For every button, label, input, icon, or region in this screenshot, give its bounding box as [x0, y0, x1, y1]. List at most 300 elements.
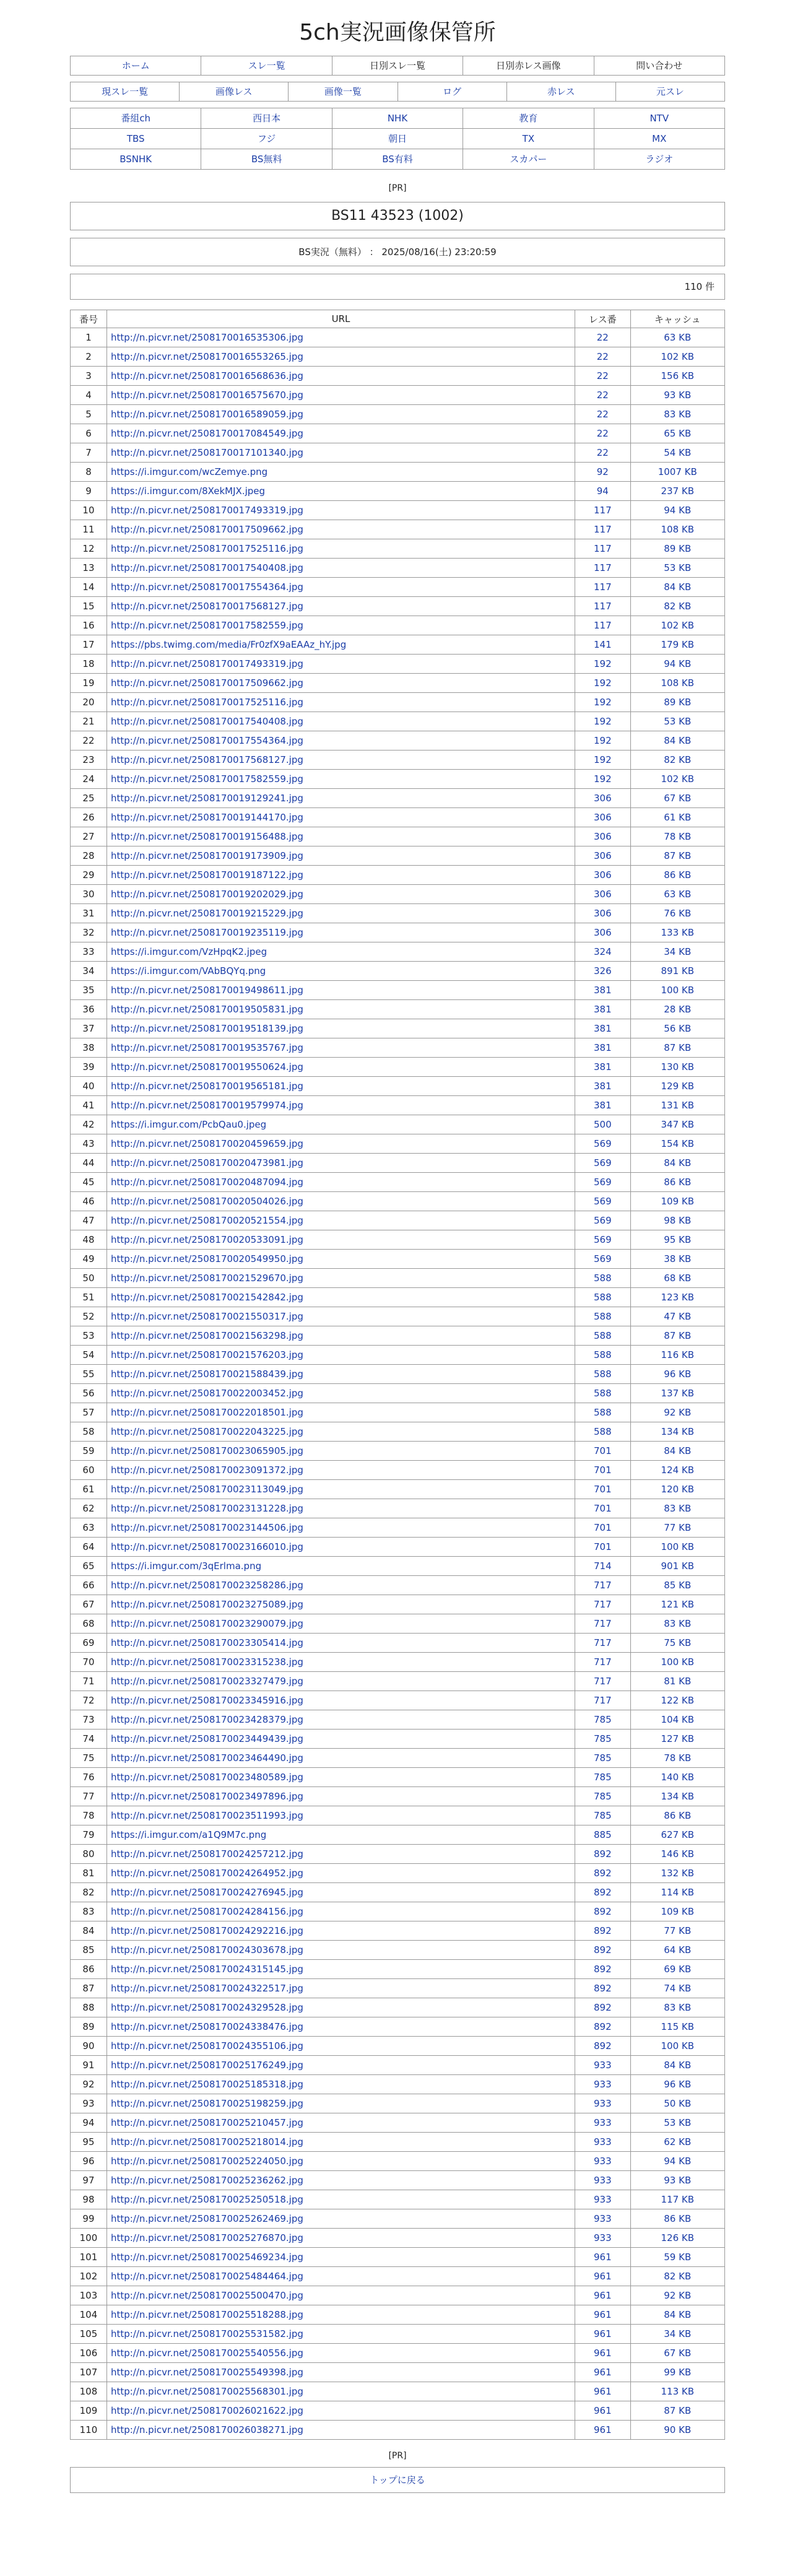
- cell-cache-link[interactable]: 84 KB: [630, 1154, 724, 1173]
- cell-cache-link[interactable]: 96 KB: [630, 1365, 724, 1384]
- cell-cache-link[interactable]: 347 KB: [630, 1115, 724, 1134]
- cell-cache-link[interactable]: 100 KB: [630, 1538, 724, 1557]
- cell-reply-link[interactable]: 717: [575, 1653, 630, 1672]
- cell-cache-link[interactable]: 53 KB: [630, 2113, 724, 2133]
- nav-item-daily-red-images[interactable]: 日別赤レス画像: [463, 56, 594, 76]
- cell-reply-link[interactable]: 717: [575, 1672, 630, 1691]
- cell-reply-link[interactable]: 588: [575, 1403, 630, 1422]
- cell-reply-link[interactable]: 717: [575, 1595, 630, 1614]
- cell-cache-link[interactable]: 56 KB: [630, 1019, 724, 1038]
- channel-link[interactable]: スカパー: [463, 149, 594, 170]
- cell-cache-link[interactable]: 90 KB: [630, 2421, 724, 2440]
- cell-reply-link[interactable]: 569: [575, 1250, 630, 1269]
- cell-cache-link[interactable]: 67 KB: [630, 789, 724, 808]
- cell-cache-link[interactable]: 901 KB: [630, 1557, 724, 1576]
- cell-url-link[interactable]: http://n.picvr.net/2508170017101340.jpg: [106, 443, 575, 463]
- cell-url-link[interactable]: http://n.picvr.net/2508170019202029.jpg: [106, 885, 575, 904]
- cell-reply-link[interactable]: 701: [575, 1518, 630, 1538]
- back-to-top-link[interactable]: トップに戻る: [70, 2467, 725, 2493]
- cell-reply-link[interactable]: 381: [575, 981, 630, 1000]
- cell-reply-link[interactable]: 892: [575, 1864, 630, 1883]
- cell-url-link[interactable]: http://n.picvr.net/2508170024322517.jpg: [106, 1979, 575, 1998]
- cell-url-link[interactable]: http://n.picvr.net/2508170022003452.jpg: [106, 1384, 575, 1403]
- cell-url-link[interactable]: https://i.imgur.com/VAbBQYq.png: [106, 962, 575, 981]
- cell-reply-link[interactable]: 306: [575, 827, 630, 846]
- channel-link[interactable]: 番組ch: [71, 108, 201, 129]
- cell-cache-link[interactable]: 134 KB: [630, 1787, 724, 1806]
- cell-cache-link[interactable]: 115 KB: [630, 2017, 724, 2037]
- cell-url-link[interactable]: http://n.picvr.net/2508170017493319.jpg: [106, 655, 575, 674]
- cell-url-link[interactable]: http://n.picvr.net/2508170023305414.jpg: [106, 1634, 575, 1653]
- cell-reply-link[interactable]: 933: [575, 2113, 630, 2133]
- cell-cache-link[interactable]: 92 KB: [630, 1403, 724, 1422]
- cell-cache-link[interactable]: 74 KB: [630, 1979, 724, 1998]
- cell-cache-link[interactable]: 154 KB: [630, 1134, 724, 1154]
- cell-url-link[interactable]: http://n.picvr.net/2508170025210457.jpg: [106, 2113, 575, 2133]
- cell-url-link[interactable]: http://n.picvr.net/2508170026021622.jpg: [106, 2401, 575, 2421]
- cell-reply-link[interactable]: 717: [575, 1576, 630, 1595]
- cell-cache-link[interactable]: 114 KB: [630, 1883, 724, 1902]
- cell-cache-link[interactable]: 93 KB: [630, 2171, 724, 2190]
- cell-url-link[interactable]: http://n.picvr.net/2508170025484464.jpg: [106, 2267, 575, 2286]
- cell-reply-link[interactable]: 117: [575, 616, 630, 635]
- cell-url-link[interactable]: http://n.picvr.net/2508170023144506.jpg: [106, 1518, 575, 1538]
- cell-reply-link[interactable]: 381: [575, 1000, 630, 1019]
- cell-url-link[interactable]: http://n.picvr.net/2508170025262469.jpg: [106, 2209, 575, 2229]
- cell-url-link[interactable]: http://n.picvr.net/2508170024284156.jpg: [106, 1902, 575, 1921]
- cell-cache-link[interactable]: 117 KB: [630, 2190, 724, 2209]
- cell-reply-link[interactable]: 588: [575, 1326, 630, 1346]
- cell-reply-link[interactable]: 933: [575, 2229, 630, 2248]
- cell-reply-link[interactable]: 892: [575, 1960, 630, 1979]
- cell-cache-link[interactable]: 104 KB: [630, 1710, 724, 1730]
- cell-url-link[interactable]: http://n.picvr.net/2508170024257212.jpg: [106, 1845, 575, 1864]
- cell-url-link[interactable]: http://n.picvr.net/2508170025469234.jpg: [106, 2248, 575, 2267]
- channel-link[interactable]: NHK: [332, 108, 463, 129]
- cell-reply-link[interactable]: 500: [575, 1115, 630, 1134]
- nav-item-image-replies[interactable]: 画像レス: [180, 82, 289, 102]
- cell-reply-link[interactable]: 961: [575, 2286, 630, 2305]
- cell-cache-link[interactable]: 94 KB: [630, 2152, 724, 2171]
- cell-url-link[interactable]: http://n.picvr.net/2508170023511993.jpg: [106, 1806, 575, 1825]
- cell-reply-link[interactable]: 22: [575, 328, 630, 347]
- cell-cache-link[interactable]: 102 KB: [630, 616, 724, 635]
- cell-url-link[interactable]: http://n.picvr.net/2508170021550317.jpg: [106, 1307, 575, 1326]
- cell-url-link[interactable]: http://n.picvr.net/2508170016553265.jpg: [106, 347, 575, 367]
- cell-cache-link[interactable]: 93 KB: [630, 386, 724, 405]
- cell-cache-link[interactable]: 61 KB: [630, 808, 724, 827]
- cell-cache-link[interactable]: 102 KB: [630, 347, 724, 367]
- cell-url-link[interactable]: http://n.picvr.net/2508170019579974.jpg: [106, 1096, 575, 1115]
- cell-cache-link[interactable]: 34 KB: [630, 2325, 724, 2344]
- cell-url-link[interactable]: http://n.picvr.net/2508170023290079.jpg: [106, 1614, 575, 1634]
- cell-reply-link[interactable]: 588: [575, 1422, 630, 1442]
- cell-url-link[interactable]: http://n.picvr.net/2508170024329528.jpg: [106, 1998, 575, 2017]
- cell-reply-link[interactable]: 22: [575, 347, 630, 367]
- nav-item-log[interactable]: ログ: [398, 82, 507, 102]
- cell-cache-link[interactable]: 86 KB: [630, 2209, 724, 2229]
- cell-reply-link[interactable]: 892: [575, 2017, 630, 2037]
- cell-url-link[interactable]: http://n.picvr.net/2508170025250518.jpg: [106, 2190, 575, 2209]
- cell-reply-link[interactable]: 892: [575, 1883, 630, 1902]
- cell-reply-link[interactable]: 714: [575, 1557, 630, 1576]
- cell-cache-link[interactable]: 87 KB: [630, 1038, 724, 1058]
- cell-reply-link[interactable]: 588: [575, 1307, 630, 1326]
- cell-reply-link[interactable]: 117: [575, 597, 630, 616]
- cell-url-link[interactable]: http://n.picvr.net/2508170026038271.jpg: [106, 2421, 575, 2440]
- channel-link[interactable]: ラジオ: [594, 149, 725, 170]
- cell-reply-link[interactable]: 192: [575, 770, 630, 789]
- cell-url-link[interactable]: https://i.imgur.com/a1Q9M7c.png: [106, 1825, 575, 1845]
- cell-url-link[interactable]: http://n.picvr.net/2508170023464490.jpg: [106, 1749, 575, 1768]
- cell-url-link[interactable]: http://n.picvr.net/2508170017509662.jpg: [106, 674, 575, 693]
- cell-url-link[interactable]: http://n.picvr.net/2508170019550624.jpg: [106, 1058, 575, 1077]
- cell-cache-link[interactable]: 87 KB: [630, 1326, 724, 1346]
- cell-url-link[interactable]: http://n.picvr.net/2508170025236262.jpg: [106, 2171, 575, 2190]
- cell-reply-link[interactable]: 306: [575, 866, 630, 885]
- cell-url-link[interactable]: http://n.picvr.net/2508170020473981.jpg: [106, 1154, 575, 1173]
- cell-cache-link[interactable]: 179 KB: [630, 635, 724, 655]
- cell-url-link[interactable]: http://n.picvr.net/2508170024303678.jpg: [106, 1941, 575, 1960]
- cell-cache-link[interactable]: 81 KB: [630, 1672, 724, 1691]
- cell-reply-link[interactable]: 961: [575, 2401, 630, 2421]
- cell-cache-link[interactable]: 78 KB: [630, 827, 724, 846]
- cell-cache-link[interactable]: 65 KB: [630, 424, 724, 443]
- cell-cache-link[interactable]: 28 KB: [630, 1000, 724, 1019]
- cell-cache-link[interactable]: 237 KB: [630, 482, 724, 501]
- cell-cache-link[interactable]: 47 KB: [630, 1307, 724, 1326]
- cell-reply-link[interactable]: 192: [575, 693, 630, 712]
- cell-cache-link[interactable]: 95 KB: [630, 1230, 724, 1250]
- cell-url-link[interactable]: http://n.picvr.net/2508170017525116.jpg: [106, 539, 575, 559]
- cell-cache-link[interactable]: 53 KB: [630, 712, 724, 731]
- cell-cache-link[interactable]: 94 KB: [630, 501, 724, 520]
- cell-reply-link[interactable]: 381: [575, 1096, 630, 1115]
- cell-reply-link[interactable]: 192: [575, 731, 630, 751]
- cell-url-link[interactable]: http://n.picvr.net/2508170020521554.jpg: [106, 1211, 575, 1230]
- cell-url-link[interactable]: http://n.picvr.net/2508170017509662.jpg: [106, 520, 575, 539]
- channel-link[interactable]: 西日本: [201, 108, 332, 129]
- cell-reply-link[interactable]: 94: [575, 482, 630, 501]
- cell-reply-link[interactable]: 326: [575, 962, 630, 981]
- cell-url-link[interactable]: http://n.picvr.net/2508170016575670.jpg: [106, 386, 575, 405]
- cell-cache-link[interactable]: 130 KB: [630, 1058, 724, 1077]
- cell-reply-link[interactable]: 306: [575, 846, 630, 866]
- cell-reply-link[interactable]: 569: [575, 1154, 630, 1173]
- cell-reply-link[interactable]: 701: [575, 1499, 630, 1518]
- cell-url-link[interactable]: http://n.picvr.net/2508170023428379.jpg: [106, 1710, 575, 1730]
- nav-item-contact[interactable]: 問い合わせ: [594, 56, 725, 76]
- cell-url-link[interactable]: http://n.picvr.net/2508170025540556.jpg: [106, 2344, 575, 2363]
- cell-cache-link[interactable]: 122 KB: [630, 1691, 724, 1710]
- cell-url-link[interactable]: http://n.picvr.net/2508170017540408.jpg: [106, 712, 575, 731]
- cell-reply-link[interactable]: 192: [575, 655, 630, 674]
- cell-reply-link[interactable]: 588: [575, 1384, 630, 1403]
- cell-reply-link[interactable]: 892: [575, 2037, 630, 2056]
- cell-reply-link[interactable]: 381: [575, 1058, 630, 1077]
- cell-cache-link[interactable]: 140 KB: [630, 1768, 724, 1787]
- cell-cache-link[interactable]: 84 KB: [630, 578, 724, 597]
- cell-url-link[interactable]: http://n.picvr.net/2508170019505831.jpg: [106, 1000, 575, 1019]
- cell-url-link[interactable]: http://n.picvr.net/2508170025176249.jpg: [106, 2056, 575, 2075]
- cell-reply-link[interactable]: 961: [575, 2267, 630, 2286]
- cell-url-link[interactable]: http://n.picvr.net/2508170019187122.jpg: [106, 866, 575, 885]
- cell-reply-link[interactable]: 961: [575, 2363, 630, 2382]
- site-title[interactable]: 5ch実況画像保管所: [299, 20, 496, 45]
- cell-reply-link[interactable]: 306: [575, 904, 630, 923]
- cell-url-link[interactable]: http://n.picvr.net/2508170021576203.jpg: [106, 1346, 575, 1365]
- cell-reply-link[interactable]: 717: [575, 1614, 630, 1634]
- cell-url-link[interactable]: https://i.imgur.com/PcbQau0.jpeg: [106, 1115, 575, 1134]
- cell-cache-link[interactable]: 137 KB: [630, 1384, 724, 1403]
- cell-cache-link[interactable]: 53 KB: [630, 559, 724, 578]
- cell-reply-link[interactable]: 785: [575, 1768, 630, 1787]
- cell-reply-link[interactable]: 117: [575, 559, 630, 578]
- cell-reply-link[interactable]: 892: [575, 1902, 630, 1921]
- cell-reply-link[interactable]: 588: [575, 1346, 630, 1365]
- cell-url-link[interactable]: http://n.picvr.net/2508170025276870.jpg: [106, 2229, 575, 2248]
- cell-reply-link[interactable]: 22: [575, 367, 630, 386]
- cell-url-link[interactable]: http://n.picvr.net/2508170020459659.jpg: [106, 1134, 575, 1154]
- cell-url-link[interactable]: http://n.picvr.net/2508170017084549.jpg: [106, 424, 575, 443]
- cell-reply-link[interactable]: 892: [575, 1845, 630, 1864]
- cell-cache-link[interactable]: 78 KB: [630, 1749, 724, 1768]
- cell-url-link[interactable]: http://n.picvr.net/2508170019144170.jpg: [106, 808, 575, 827]
- cell-cache-link[interactable]: 109 KB: [630, 1192, 724, 1211]
- cell-reply-link[interactable]: 933: [575, 2094, 630, 2113]
- cell-cache-link[interactable]: 133 KB: [630, 923, 724, 942]
- cell-url-link[interactable]: http://n.picvr.net/2508170024276945.jpg: [106, 1883, 575, 1902]
- cell-reply-link[interactable]: 701: [575, 1442, 630, 1461]
- cell-url-link[interactable]: http://n.picvr.net/2508170016535306.jpg: [106, 328, 575, 347]
- cell-reply-link[interactable]: 192: [575, 674, 630, 693]
- cell-url-link[interactable]: http://n.picvr.net/2508170023065905.jpg: [106, 1442, 575, 1461]
- cell-url-link[interactable]: http://n.picvr.net/2508170017493319.jpg: [106, 501, 575, 520]
- cell-reply-link[interactable]: 933: [575, 2075, 630, 2094]
- cell-cache-link[interactable]: 129 KB: [630, 1077, 724, 1096]
- cell-cache-link[interactable]: 109 KB: [630, 1902, 724, 1921]
- cell-cache-link[interactable]: 108 KB: [630, 520, 724, 539]
- cell-reply-link[interactable]: 933: [575, 2190, 630, 2209]
- nav-item-current-threads[interactable]: 現スレ一覧: [71, 82, 180, 102]
- cell-url-link[interactable]: http://n.picvr.net/2508170025198259.jpg: [106, 2094, 575, 2113]
- cell-url-link[interactable]: http://n.picvr.net/2508170019235119.jpg: [106, 923, 575, 942]
- cell-cache-link[interactable]: 67 KB: [630, 2344, 724, 2363]
- cell-reply-link[interactable]: 192: [575, 712, 630, 731]
- cell-cache-link[interactable]: 38 KB: [630, 1250, 724, 1269]
- cell-cache-link[interactable]: 100 KB: [630, 981, 724, 1000]
- cell-cache-link[interactable]: 63 KB: [630, 885, 724, 904]
- cell-url-link[interactable]: http://n.picvr.net/2508170019215229.jpg: [106, 904, 575, 923]
- cell-url-link[interactable]: https://i.imgur.com/3qErlma.png: [106, 1557, 575, 1576]
- nav-item-image-list[interactable]: 画像一覧: [289, 82, 398, 102]
- cell-reply-link[interactable]: 22: [575, 405, 630, 424]
- cell-cache-link[interactable]: 86 KB: [630, 1806, 724, 1825]
- cell-reply-link[interactable]: 785: [575, 1730, 630, 1749]
- cell-cache-link[interactable]: 89 KB: [630, 539, 724, 559]
- cell-url-link[interactable]: http://n.picvr.net/2508170022018501.jpg: [106, 1403, 575, 1422]
- cell-url-link[interactable]: http://n.picvr.net/2508170022043225.jpg: [106, 1422, 575, 1442]
- cell-url-link[interactable]: http://n.picvr.net/2508170020533091.jpg: [106, 1230, 575, 1250]
- cell-cache-link[interactable]: 54 KB: [630, 443, 724, 463]
- cell-url-link[interactable]: http://n.picvr.net/2508170024355106.jpg: [106, 2037, 575, 2056]
- cell-cache-link[interactable]: 146 KB: [630, 1845, 724, 1864]
- cell-cache-link[interactable]: 94 KB: [630, 655, 724, 674]
- cell-cache-link[interactable]: 627 KB: [630, 1825, 724, 1845]
- cell-url-link[interactable]: http://n.picvr.net/2508170019173909.jpg: [106, 846, 575, 866]
- cell-url-link[interactable]: http://n.picvr.net/2508170023091372.jpg: [106, 1461, 575, 1480]
- cell-reply-link[interactable]: 22: [575, 424, 630, 443]
- channel-link[interactable]: MX: [594, 129, 725, 149]
- cell-url-link[interactable]: http://n.picvr.net/2508170017554364.jpg: [106, 731, 575, 751]
- cell-cache-link[interactable]: 83 KB: [630, 405, 724, 424]
- cell-url-link[interactable]: http://n.picvr.net/2508170023258286.jpg: [106, 1576, 575, 1595]
- cell-url-link[interactable]: https://i.imgur.com/VzHpqK2.jpeg: [106, 942, 575, 962]
- cell-url-link[interactable]: http://n.picvr.net/2508170020504026.jpg: [106, 1192, 575, 1211]
- cell-cache-link[interactable]: 82 KB: [630, 2267, 724, 2286]
- cell-url-link[interactable]: http://n.picvr.net/2508170025218014.jpg: [106, 2133, 575, 2152]
- cell-reply-link[interactable]: 785: [575, 1749, 630, 1768]
- nav-item-thread-list[interactable]: スレ一覧: [201, 56, 332, 76]
- cell-reply-link[interactable]: 117: [575, 539, 630, 559]
- cell-cache-link[interactable]: 64 KB: [630, 1941, 724, 1960]
- cell-reply-link[interactable]: 381: [575, 1038, 630, 1058]
- cell-reply-link[interactable]: 569: [575, 1134, 630, 1154]
- cell-cache-link[interactable]: 62 KB: [630, 2133, 724, 2152]
- cell-reply-link[interactable]: 306: [575, 923, 630, 942]
- cell-cache-link[interactable]: 84 KB: [630, 731, 724, 751]
- cell-url-link[interactable]: http://n.picvr.net/2508170023166010.jpg: [106, 1538, 575, 1557]
- cell-url-link[interactable]: https://i.imgur.com/8XekMJX.jpeg: [106, 482, 575, 501]
- cell-url-link[interactable]: http://n.picvr.net/2508170025500470.jpg: [106, 2286, 575, 2305]
- cell-reply-link[interactable]: 569: [575, 1211, 630, 1230]
- cell-reply-link[interactable]: 192: [575, 751, 630, 770]
- cell-cache-link[interactable]: 121 KB: [630, 1595, 724, 1614]
- cell-reply-link[interactable]: 701: [575, 1480, 630, 1499]
- cell-cache-link[interactable]: 76 KB: [630, 904, 724, 923]
- cell-cache-link[interactable]: 83 KB: [630, 1998, 724, 2017]
- cell-reply-link[interactable]: 306: [575, 885, 630, 904]
- cell-reply-link[interactable]: 961: [575, 2344, 630, 2363]
- channel-link[interactable]: TX: [463, 129, 594, 149]
- cell-reply-link[interactable]: 785: [575, 1806, 630, 1825]
- cell-url-link[interactable]: http://n.picvr.net/2508170023345916.jpg: [106, 1691, 575, 1710]
- cell-cache-link[interactable]: 891 KB: [630, 962, 724, 981]
- cell-cache-link[interactable]: 126 KB: [630, 2229, 724, 2248]
- cell-reply-link[interactable]: 92: [575, 463, 630, 482]
- cell-cache-link[interactable]: 156 KB: [630, 367, 724, 386]
- cell-url-link[interactable]: http://n.picvr.net/2508170024315145.jpg: [106, 1960, 575, 1979]
- cell-cache-link[interactable]: 131 KB: [630, 1096, 724, 1115]
- cell-url-link[interactable]: http://n.picvr.net/2508170025224050.jpg: [106, 2152, 575, 2171]
- cell-reply-link[interactable]: 22: [575, 386, 630, 405]
- channel-link[interactable]: BS有料: [332, 149, 463, 170]
- cell-reply-link[interactable]: 381: [575, 1019, 630, 1038]
- cell-cache-link[interactable]: 108 KB: [630, 674, 724, 693]
- cell-cache-link[interactable]: 86 KB: [630, 1173, 724, 1192]
- cell-cache-link[interactable]: 84 KB: [630, 2305, 724, 2325]
- cell-url-link[interactable]: http://n.picvr.net/2508170017582559.jpg: [106, 616, 575, 635]
- cell-reply-link[interactable]: 933: [575, 2056, 630, 2075]
- channel-link[interactable]: NTV: [594, 108, 725, 129]
- cell-reply-link[interactable]: 306: [575, 789, 630, 808]
- cell-reply-link[interactable]: 785: [575, 1710, 630, 1730]
- cell-url-link[interactable]: http://n.picvr.net/2508170017568127.jpg: [106, 751, 575, 770]
- cell-reply-link[interactable]: 569: [575, 1230, 630, 1250]
- cell-reply-link[interactable]: 717: [575, 1634, 630, 1653]
- cell-reply-link[interactable]: 933: [575, 2209, 630, 2229]
- cell-url-link[interactable]: https://i.imgur.com/wcZemye.png: [106, 463, 575, 482]
- cell-cache-link[interactable]: 82 KB: [630, 597, 724, 616]
- nav-item-red-replies[interactable]: 赤レス: [507, 82, 616, 102]
- cell-url-link[interactable]: http://n.picvr.net/2508170019156488.jpg: [106, 827, 575, 846]
- cell-reply-link[interactable]: 22: [575, 443, 630, 463]
- cell-cache-link[interactable]: 132 KB: [630, 1864, 724, 1883]
- cell-cache-link[interactable]: 134 KB: [630, 1422, 724, 1442]
- cell-url-link[interactable]: http://n.picvr.net/2508170025531582.jpg: [106, 2325, 575, 2344]
- cell-cache-link[interactable]: 123 KB: [630, 1288, 724, 1307]
- cell-url-link[interactable]: http://n.picvr.net/2508170025568301.jpg: [106, 2382, 575, 2401]
- cell-url-link[interactable]: http://n.picvr.net/2508170020487094.jpg: [106, 1173, 575, 1192]
- cell-cache-link[interactable]: 77 KB: [630, 1518, 724, 1538]
- nav-item-daily-threads[interactable]: 日別スレ一覧: [332, 56, 463, 76]
- cell-reply-link[interactable]: 717: [575, 1691, 630, 1710]
- channel-link[interactable]: TBS: [71, 129, 201, 149]
- cell-reply-link[interactable]: 701: [575, 1538, 630, 1557]
- cell-reply-link[interactable]: 701: [575, 1461, 630, 1480]
- cell-reply-link[interactable]: 933: [575, 2152, 630, 2171]
- cell-cache-link[interactable]: 63 KB: [630, 328, 724, 347]
- channel-link[interactable]: フジ: [201, 129, 332, 149]
- cell-cache-link[interactable]: 127 KB: [630, 1730, 724, 1749]
- cell-url-link[interactable]: http://n.picvr.net/2508170024292216.jpg: [106, 1921, 575, 1941]
- cell-url-link[interactable]: http://n.picvr.net/2508170023480589.jpg: [106, 1768, 575, 1787]
- cell-cache-link[interactable]: 50 KB: [630, 2094, 724, 2113]
- cell-cache-link[interactable]: 77 KB: [630, 1921, 724, 1941]
- cell-reply-link[interactable]: 785: [575, 1787, 630, 1806]
- cell-cache-link[interactable]: 99 KB: [630, 2363, 724, 2382]
- cell-cache-link[interactable]: 116 KB: [630, 1346, 724, 1365]
- cell-reply-link[interactable]: 892: [575, 1979, 630, 1998]
- cell-url-link[interactable]: http://n.picvr.net/2508170023327479.jpg: [106, 1672, 575, 1691]
- cell-cache-link[interactable]: 92 KB: [630, 2286, 724, 2305]
- cell-reply-link[interactable]: 141: [575, 635, 630, 655]
- cell-url-link[interactable]: http://n.picvr.net/2508170019565181.jpg: [106, 1077, 575, 1096]
- cell-reply-link[interactable]: 588: [575, 1288, 630, 1307]
- nav-item-original-thread[interactable]: 元スレ: [616, 82, 725, 102]
- cell-url-link[interactable]: http://n.picvr.net/2508170019129241.jpg: [106, 789, 575, 808]
- nav-item-home[interactable]: ホーム: [71, 56, 201, 76]
- cell-url-link[interactable]: http://n.picvr.net/2508170017540408.jpg: [106, 559, 575, 578]
- cell-url-link[interactable]: http://n.picvr.net/2508170021542842.jpg: [106, 1288, 575, 1307]
- channel-link[interactable]: BS無料: [201, 149, 332, 170]
- cell-url-link[interactable]: http://n.picvr.net/2508170024338476.jpg: [106, 2017, 575, 2037]
- cell-cache-link[interactable]: 120 KB: [630, 1480, 724, 1499]
- cell-cache-link[interactable]: 87 KB: [630, 846, 724, 866]
- cell-reply-link[interactable]: 961: [575, 2248, 630, 2267]
- cell-cache-link[interactable]: 84 KB: [630, 2056, 724, 2075]
- cell-cache-link[interactable]: 83 KB: [630, 1614, 724, 1634]
- cell-cache-link[interactable]: 86 KB: [630, 866, 724, 885]
- cell-reply-link[interactable]: 933: [575, 2133, 630, 2152]
- cell-reply-link[interactable]: 892: [575, 1921, 630, 1941]
- cell-url-link[interactable]: http://n.picvr.net/2508170017582559.jpg: [106, 770, 575, 789]
- cell-url-link[interactable]: http://n.picvr.net/2508170019535767.jpg: [106, 1038, 575, 1058]
- channel-link[interactable]: 教育: [463, 108, 594, 129]
- cell-url-link[interactable]: http://n.picvr.net/2508170017554364.jpg: [106, 578, 575, 597]
- cell-reply-link[interactable]: 933: [575, 2171, 630, 2190]
- cell-url-link[interactable]: http://n.picvr.net/2508170019518139.jpg: [106, 1019, 575, 1038]
